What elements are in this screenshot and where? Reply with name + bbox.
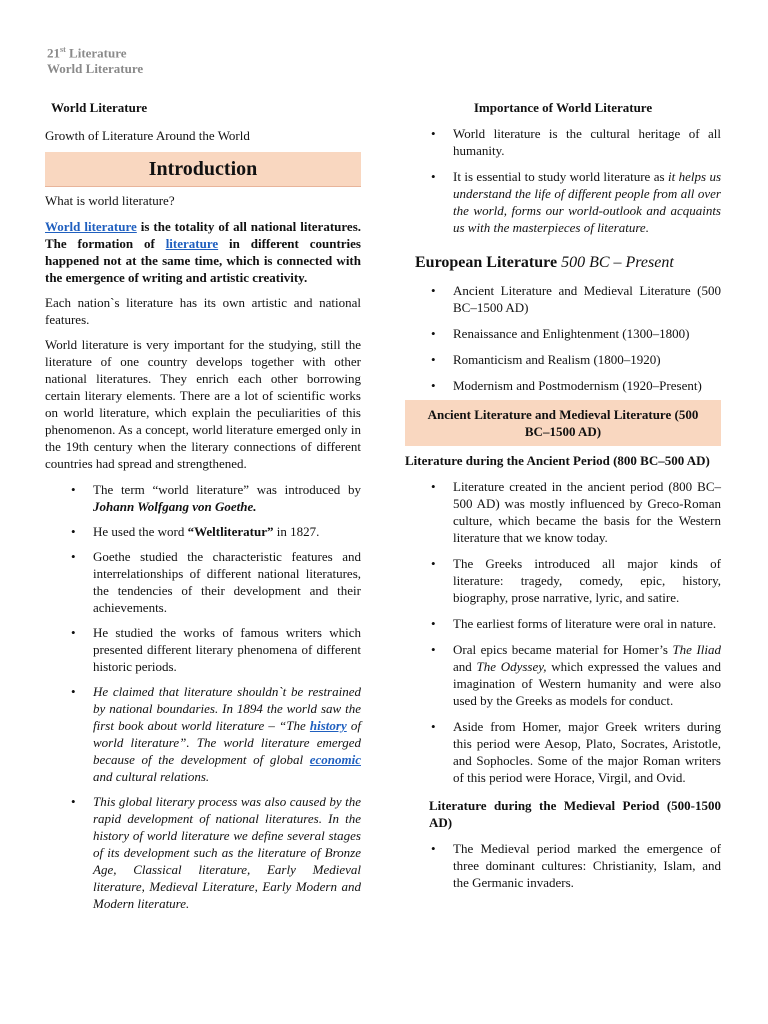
- paragraph-national-features: Each nation`s literature has its own artistic and national features.: [45, 295, 361, 327]
- bullet-icon: •: [71, 549, 76, 564]
- bullet-icon: •: [71, 684, 76, 699]
- list-item: • The term “world literature” was introduced by Johann Wolfgang von Goethe.: [71, 482, 361, 514]
- introduction-heading: Introduction: [45, 152, 361, 187]
- header-line-1: 21st Literature: [47, 45, 127, 61]
- question: What is world literature?: [45, 193, 175, 208]
- ancient-period-heading: Literature during the Ancient Period (800 BC–500 AD): [405, 453, 710, 468]
- right-column: [405, 99, 721, 891]
- section-title: World Literature: [51, 100, 148, 115]
- ancient-list: [431, 478, 721, 786]
- bullet-icon: •: [431, 841, 436, 856]
- bullet-icon: •: [71, 524, 76, 539]
- bullet-icon: •: [431, 326, 436, 341]
- list-item: • The earliest forms of literature were oral in nature.: [431, 616, 717, 631]
- list-item: • Modernism and Postmodernism (1920–Present): [431, 378, 702, 393]
- list-item: • It is essential to study world literature as it helps us understand the life of different people from all over the world, forms our world-outlook and acquaints us with the masterpieces of literature.: [431, 169, 721, 235]
- bullet-icon: •: [431, 378, 436, 393]
- periods-list: [431, 282, 721, 394]
- page-header: [47, 42, 143, 77]
- history-link[interactable]: history: [309, 718, 347, 733]
- bullet-icon: •: [431, 719, 436, 734]
- goethe-bullet-list: [71, 481, 361, 912]
- list-item: • Oral epics became material for Homer’s The Iliad and The Odyssey, which expressed the values and imagination of Western humanity and were also used by the Greeks as models for conduct.: [431, 642, 721, 708]
- medieval-period-heading: Literature during the Medieval Period (500-1500 AD): [429, 798, 721, 830]
- bullet-icon: •: [71, 625, 76, 640]
- bullet-icon: •: [431, 642, 436, 657]
- ancient-medieval-band: Ancient Literature and Medieval Literature (500 BC–1500 AD): [405, 400, 721, 446]
- list-item: • Literature created in the ancient period (800 BC–500 AD) was mostly influenced by Greco-Roman culture, which became the basis for the Western literature that we know today.: [431, 479, 721, 545]
- bullet-icon: •: [431, 352, 436, 367]
- subtitle: Growth of Literature Around the World: [45, 128, 250, 143]
- importance-list: [431, 125, 721, 236]
- list-item: • He claimed that literature shouldn`t be restrained by national boundaries. In 1894 the world saw the first book about world literature – “The history of world literature”. The world literature emerged because of the development of global economic and cultural relations.: [71, 684, 361, 784]
- bullet-icon: •: [431, 616, 436, 631]
- list-item: • Romanticism and Realism (1800–1920): [431, 352, 661, 367]
- list-item: • The Medieval period marked the emergence of three dominant cultures: Christianity, Islam, and the Germanic invaders.: [431, 841, 721, 890]
- bullet-icon: •: [431, 556, 436, 571]
- list-item: • Renaissance and Enlightenment (1300–1800): [431, 326, 690, 341]
- bullet-icon: •: [71, 482, 76, 497]
- header-line-2: World Literature: [47, 61, 144, 77]
- bullet-icon: •: [431, 126, 436, 141]
- medieval-list: [431, 840, 721, 891]
- list-item: • The Greeks introduced all major kinds of literature: tragedy, comedy, epic, history, biography, prose narrative, lyric, and satire.: [431, 556, 721, 605]
- bullet-icon: •: [431, 283, 436, 298]
- list-item: • He studied the works of famous writers which presented different literary phenomena of different historic periods.: [71, 625, 361, 674]
- left-column: [45, 99, 361, 912]
- definition-paragraph: World literature is the totality of all national literatures. The formation of literature in different countries happened not at the same time, which is connected with the emergence of writing and artistic creativity.: [45, 219, 361, 285]
- list-item: • This global literary process was also caused by the rapid development of national literatures. In the history of world literature we define several stages of its development such as the literature of Bronze Age, Classical literature, Early Medieval literature, Medieval Literature, Early Modern and Modern literature.: [71, 794, 361, 911]
- list-item: • Goethe studied the characteristic features and interrelationships of different national literatures, the tendencies of their development and their achievements.: [71, 549, 361, 615]
- world-literature-link[interactable]: World literature: [45, 219, 137, 234]
- bullet-icon: •: [71, 794, 76, 809]
- economic-link[interactable]: economic: [309, 752, 361, 767]
- bullet-icon: •: [431, 169, 436, 184]
- european-literature-heading: European Literature 500 BC – Present: [415, 254, 674, 271]
- bullet-icon: •: [431, 479, 436, 494]
- importance-title: Importance of World Literature: [473, 100, 653, 115]
- list-item: • He used the word “Weltliteratur” in 1827.: [71, 524, 320, 539]
- list-item: • Ancient Literature and Medieval Literature (500 BC–1500 AD): [431, 283, 721, 315]
- list-item: • World literature is the cultural heritage of all humanity.: [431, 126, 721, 158]
- literature-link[interactable]: literature: [165, 236, 219, 251]
- list-item: • Aside from Homer, major Greek writers during this period were Aesop, Plato, Socrates, Aristotle, and Sophocles. Some of the major Roman writers of this period were Horace, Virgil, and Ovid.: [431, 719, 721, 785]
- paragraph-importance: World literature is very important for the studying, still the literature of one country develops together with other national literatures. They enrich each other borrowing certain literary elements. There are a lot of scientific works on world literature, which explain the peculiarities of this phenomenon. As a concept, world literature emerged only in the 19th century when the literary connections of different countries had spread and strengthened.: [45, 337, 361, 471]
